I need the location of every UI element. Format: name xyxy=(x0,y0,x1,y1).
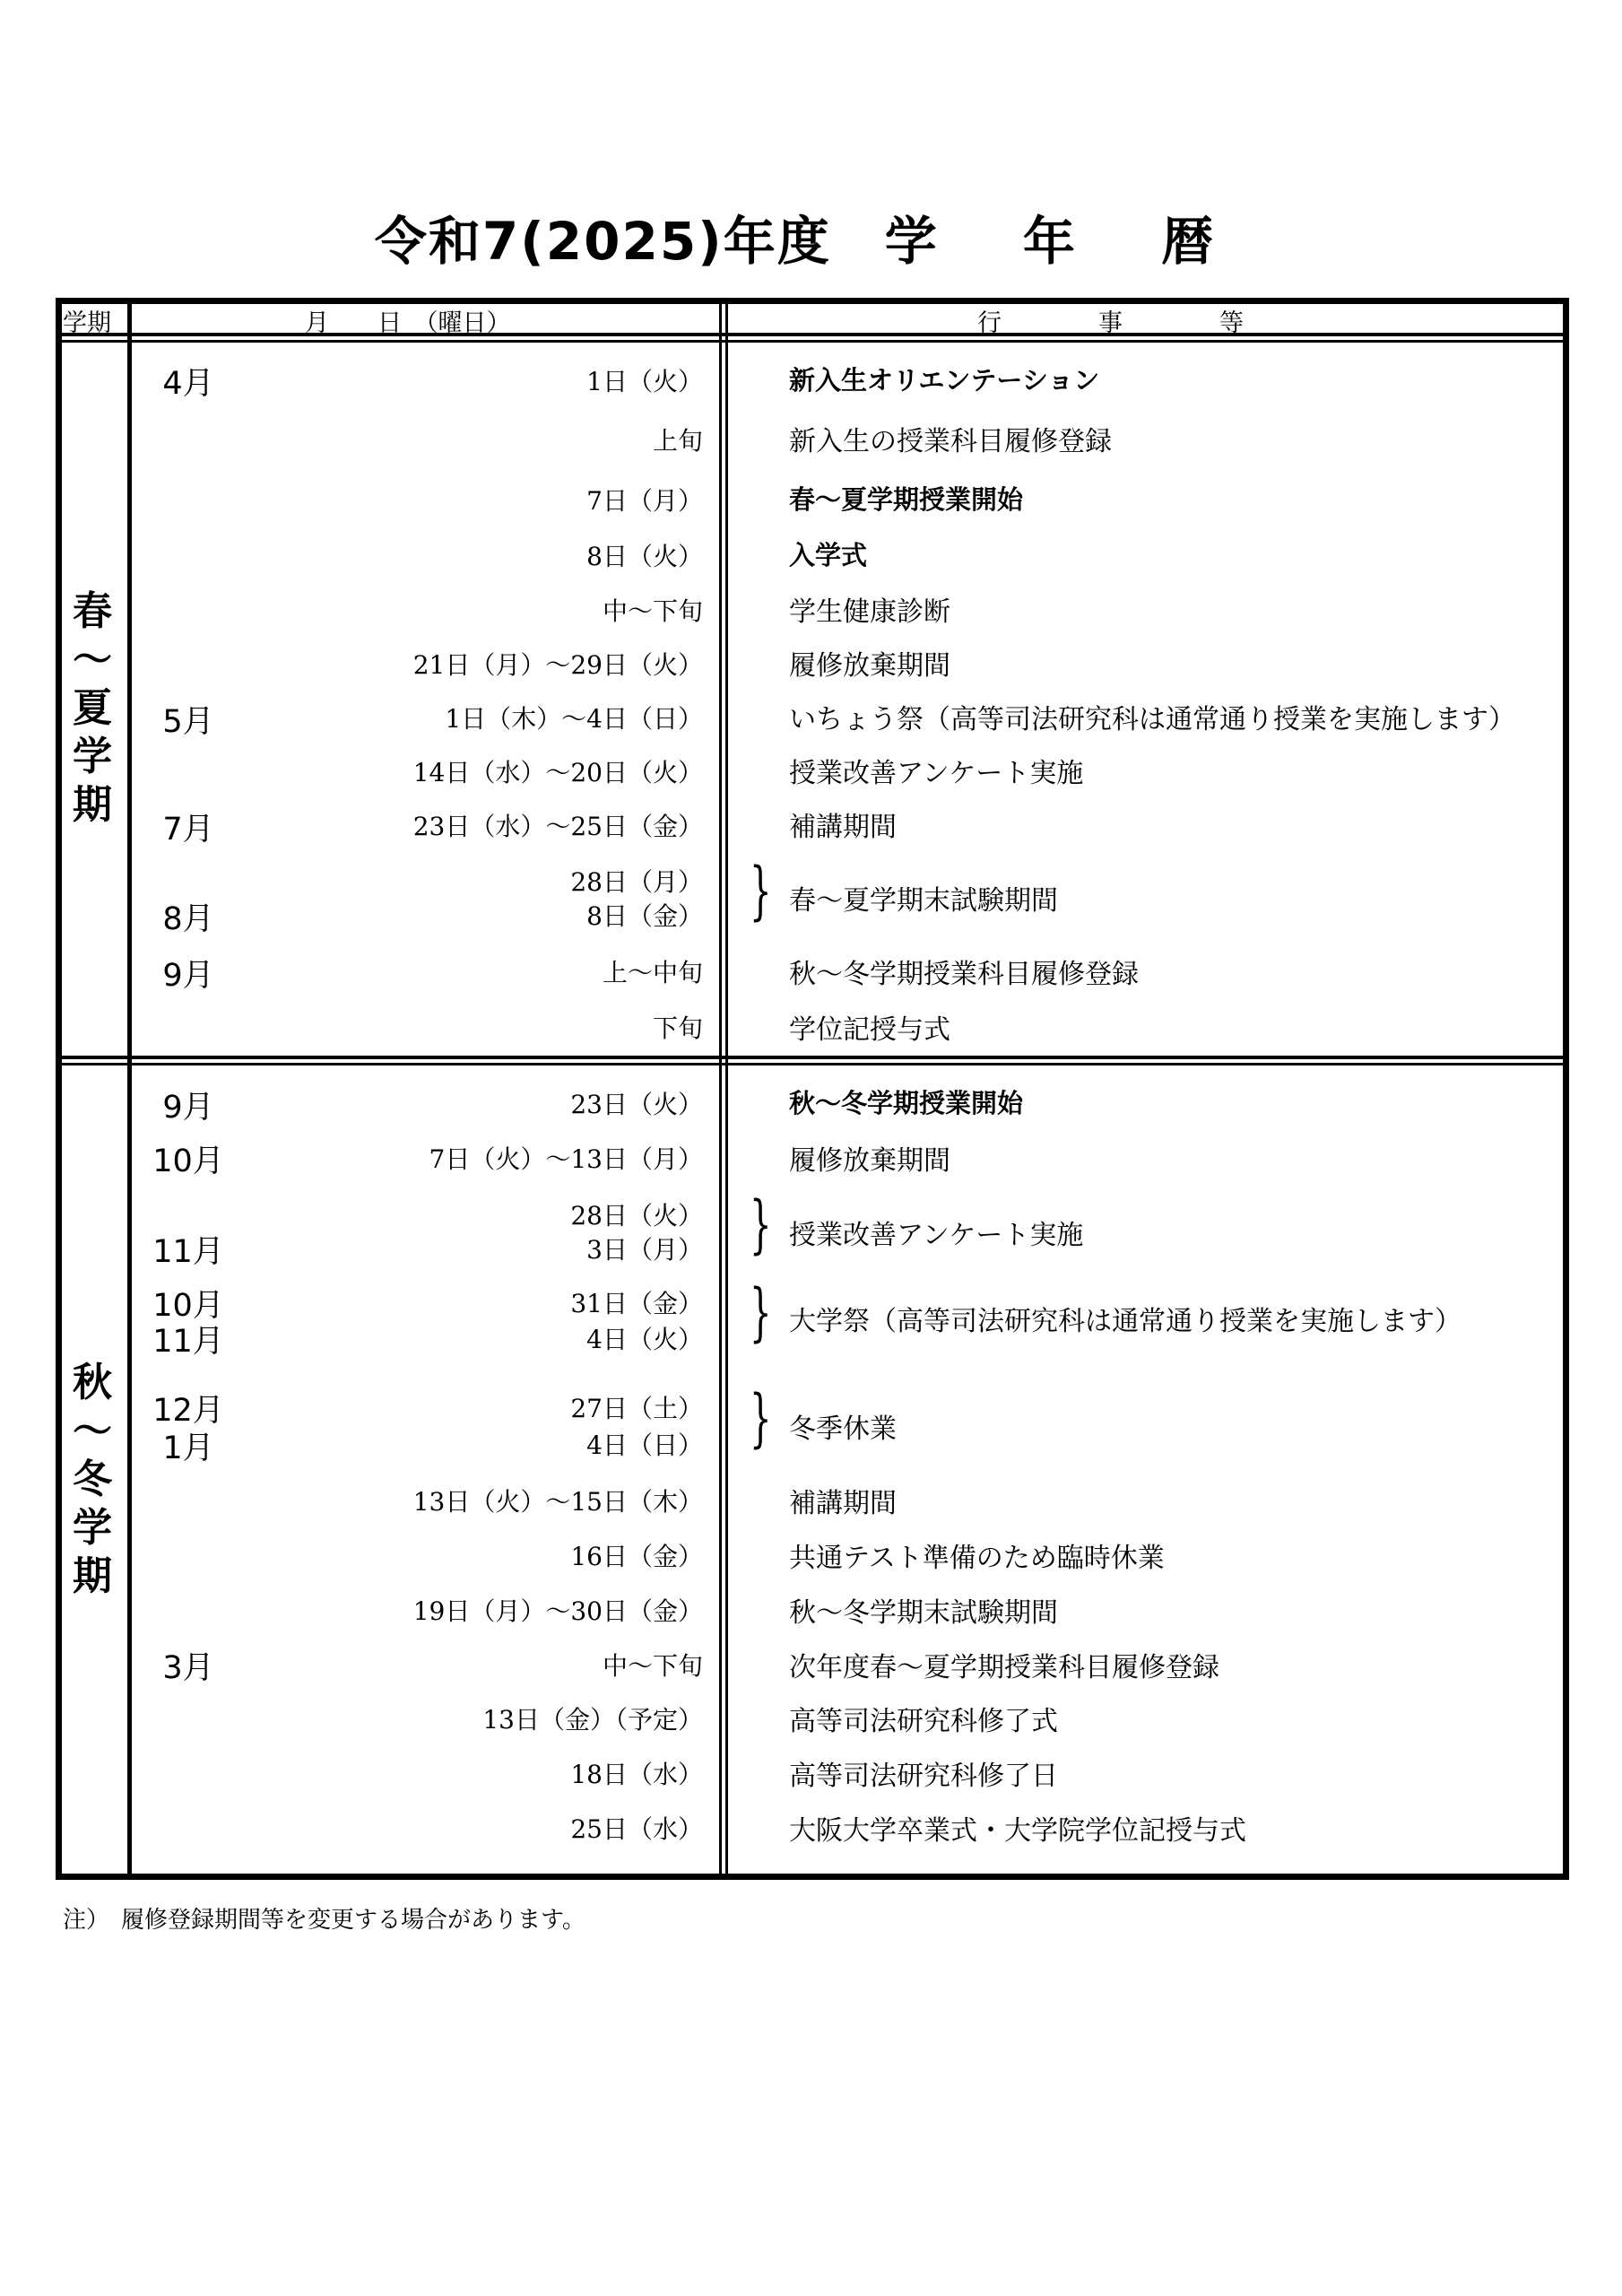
event-label: 新入生オリエンテーション xyxy=(789,365,1100,396)
event-label: 秋〜冬学期末試験期間 xyxy=(789,1597,1058,1629)
date-label: 下旬 xyxy=(652,1013,703,1043)
date-label: 19日（月）〜30日（金） xyxy=(412,1596,703,1626)
date-label: 23日（水）〜25日（金） xyxy=(412,812,703,841)
event-label: 大阪大学卒業式・大学院学位記授与式 xyxy=(789,1815,1246,1847)
title-main: 令和7(2025)年度 xyxy=(374,211,831,272)
event-label: 学生健康診断 xyxy=(789,596,950,628)
date-label: 7日（月） xyxy=(586,486,703,516)
event-label: 新入生の授業科目履修登録 xyxy=(789,426,1112,457)
date-label: 8日（火） xyxy=(586,542,703,571)
term-divider xyxy=(56,1056,1569,1059)
event-label: 補講期間 xyxy=(789,1488,897,1519)
month-label: 10月 xyxy=(152,1144,224,1179)
date-label: 28日（月） xyxy=(570,867,703,897)
date-label: 23日（火） xyxy=(570,1090,703,1119)
event-label: 次年度春〜夏学期授業科目履修登録 xyxy=(789,1652,1219,1683)
event-label: 学位記授与式 xyxy=(789,1014,950,1046)
event-label: 春〜夏学期授業開始 xyxy=(789,484,1024,515)
title-suffix: 学 年 暦 xyxy=(884,211,1248,272)
date-label: 4日（火） xyxy=(586,1325,703,1354)
event-label: 春〜夏学期末試験期間 xyxy=(789,885,1058,917)
month-label: 3月 xyxy=(162,1650,214,1686)
date-label: 14日（水）〜20日（火） xyxy=(412,758,703,787)
event-label: 授業改善アンケート実施 xyxy=(789,758,1084,789)
term-label-spring-summer: 春 〜 夏 学 期 xyxy=(73,588,112,828)
month-label: 1月 xyxy=(162,1431,214,1466)
event-label: 授業改善アンケート実施 xyxy=(789,1220,1084,1251)
date-label: 中〜下旬 xyxy=(602,596,703,626)
range-brace: } xyxy=(750,854,772,927)
date-label: 27日（土） xyxy=(570,1394,703,1423)
term-column-divider xyxy=(127,298,132,1880)
term-divider-2 xyxy=(56,1063,1569,1065)
header-divider-2 xyxy=(56,340,1569,343)
event-label: 高等司法研究科修了式 xyxy=(789,1706,1058,1737)
event-label: いちょう祭（高等司法研究科は通常通り授業を実施します） xyxy=(789,704,1515,735)
range-brace: } xyxy=(750,1275,772,1349)
date-label: 13日（金）（予定） xyxy=(482,1705,703,1735)
month-label: 10月 xyxy=(152,1288,224,1324)
range-brace: } xyxy=(750,1381,772,1455)
date-label: 上〜中旬 xyxy=(602,958,703,987)
date-column-divider xyxy=(719,298,722,1880)
date-label: 4日（日） xyxy=(586,1431,703,1460)
month-label: 12月 xyxy=(152,1393,224,1429)
event-label: 秋〜冬学期授業開始 xyxy=(789,1088,1024,1118)
month-label: 9月 xyxy=(162,958,214,994)
date-label: 中〜下旬 xyxy=(602,1651,703,1681)
month-label: 11月 xyxy=(152,1324,224,1360)
date-label: 31日（金） xyxy=(570,1289,703,1318)
month-label: 9月 xyxy=(162,1090,214,1126)
page-title xyxy=(0,199,1622,274)
range-brace: } xyxy=(750,1187,772,1261)
event-label: 履修放棄期間 xyxy=(789,1145,950,1177)
month-label: 4月 xyxy=(162,366,214,402)
event-label: 補講期間 xyxy=(789,812,897,843)
header-events: 行 事 等 xyxy=(977,309,1244,337)
date-label: 1日（火） xyxy=(586,367,703,396)
date-label: 3日（月） xyxy=(586,1235,703,1265)
footnote: 注） 履修登録期間等を変更する場合があります。 xyxy=(63,1907,585,1934)
month-label: 8月 xyxy=(162,901,214,937)
date-label: 8日（金） xyxy=(586,901,703,931)
event-label: 冬季休業 xyxy=(789,1413,897,1445)
date-label: 7日（火）〜13日（月） xyxy=(429,1144,703,1174)
header-divider xyxy=(56,333,1569,336)
date-label: 28日（火） xyxy=(570,1201,703,1231)
date-label: 18日（水） xyxy=(570,1760,703,1789)
month-label: 7月 xyxy=(162,812,214,848)
event-label: 共通テスト準備のため臨時休業 xyxy=(789,1543,1165,1574)
term-label-autumn-winter: 秋 〜 冬 学 期 xyxy=(73,1360,112,1599)
month-label: 11月 xyxy=(152,1234,224,1270)
event-label: 秋〜冬学期授業科目履修登録 xyxy=(789,959,1139,990)
event-label: 高等司法研究科修了日 xyxy=(789,1761,1058,1792)
date-label: 25日（水） xyxy=(570,1814,703,1844)
header-term: 学期 xyxy=(63,309,111,337)
event-label: 入学式 xyxy=(789,540,868,570)
event-label: 大学祭（高等司法研究科は通常通り授業を実施します） xyxy=(789,1306,1462,1337)
header-date: 月 日 （曜日） xyxy=(305,309,511,337)
date-label: 13日（火）〜15日（木） xyxy=(412,1487,703,1517)
event-label: 履修放棄期間 xyxy=(789,650,950,682)
month-label: 5月 xyxy=(162,704,214,740)
date-label: 16日（金） xyxy=(570,1542,703,1571)
date-label: 1日（木）〜4日（日） xyxy=(445,704,703,734)
date-label: 21日（月）〜29日（火） xyxy=(412,650,703,680)
date-label: 上旬 xyxy=(652,426,703,456)
date-column-divider-2 xyxy=(725,298,728,1880)
